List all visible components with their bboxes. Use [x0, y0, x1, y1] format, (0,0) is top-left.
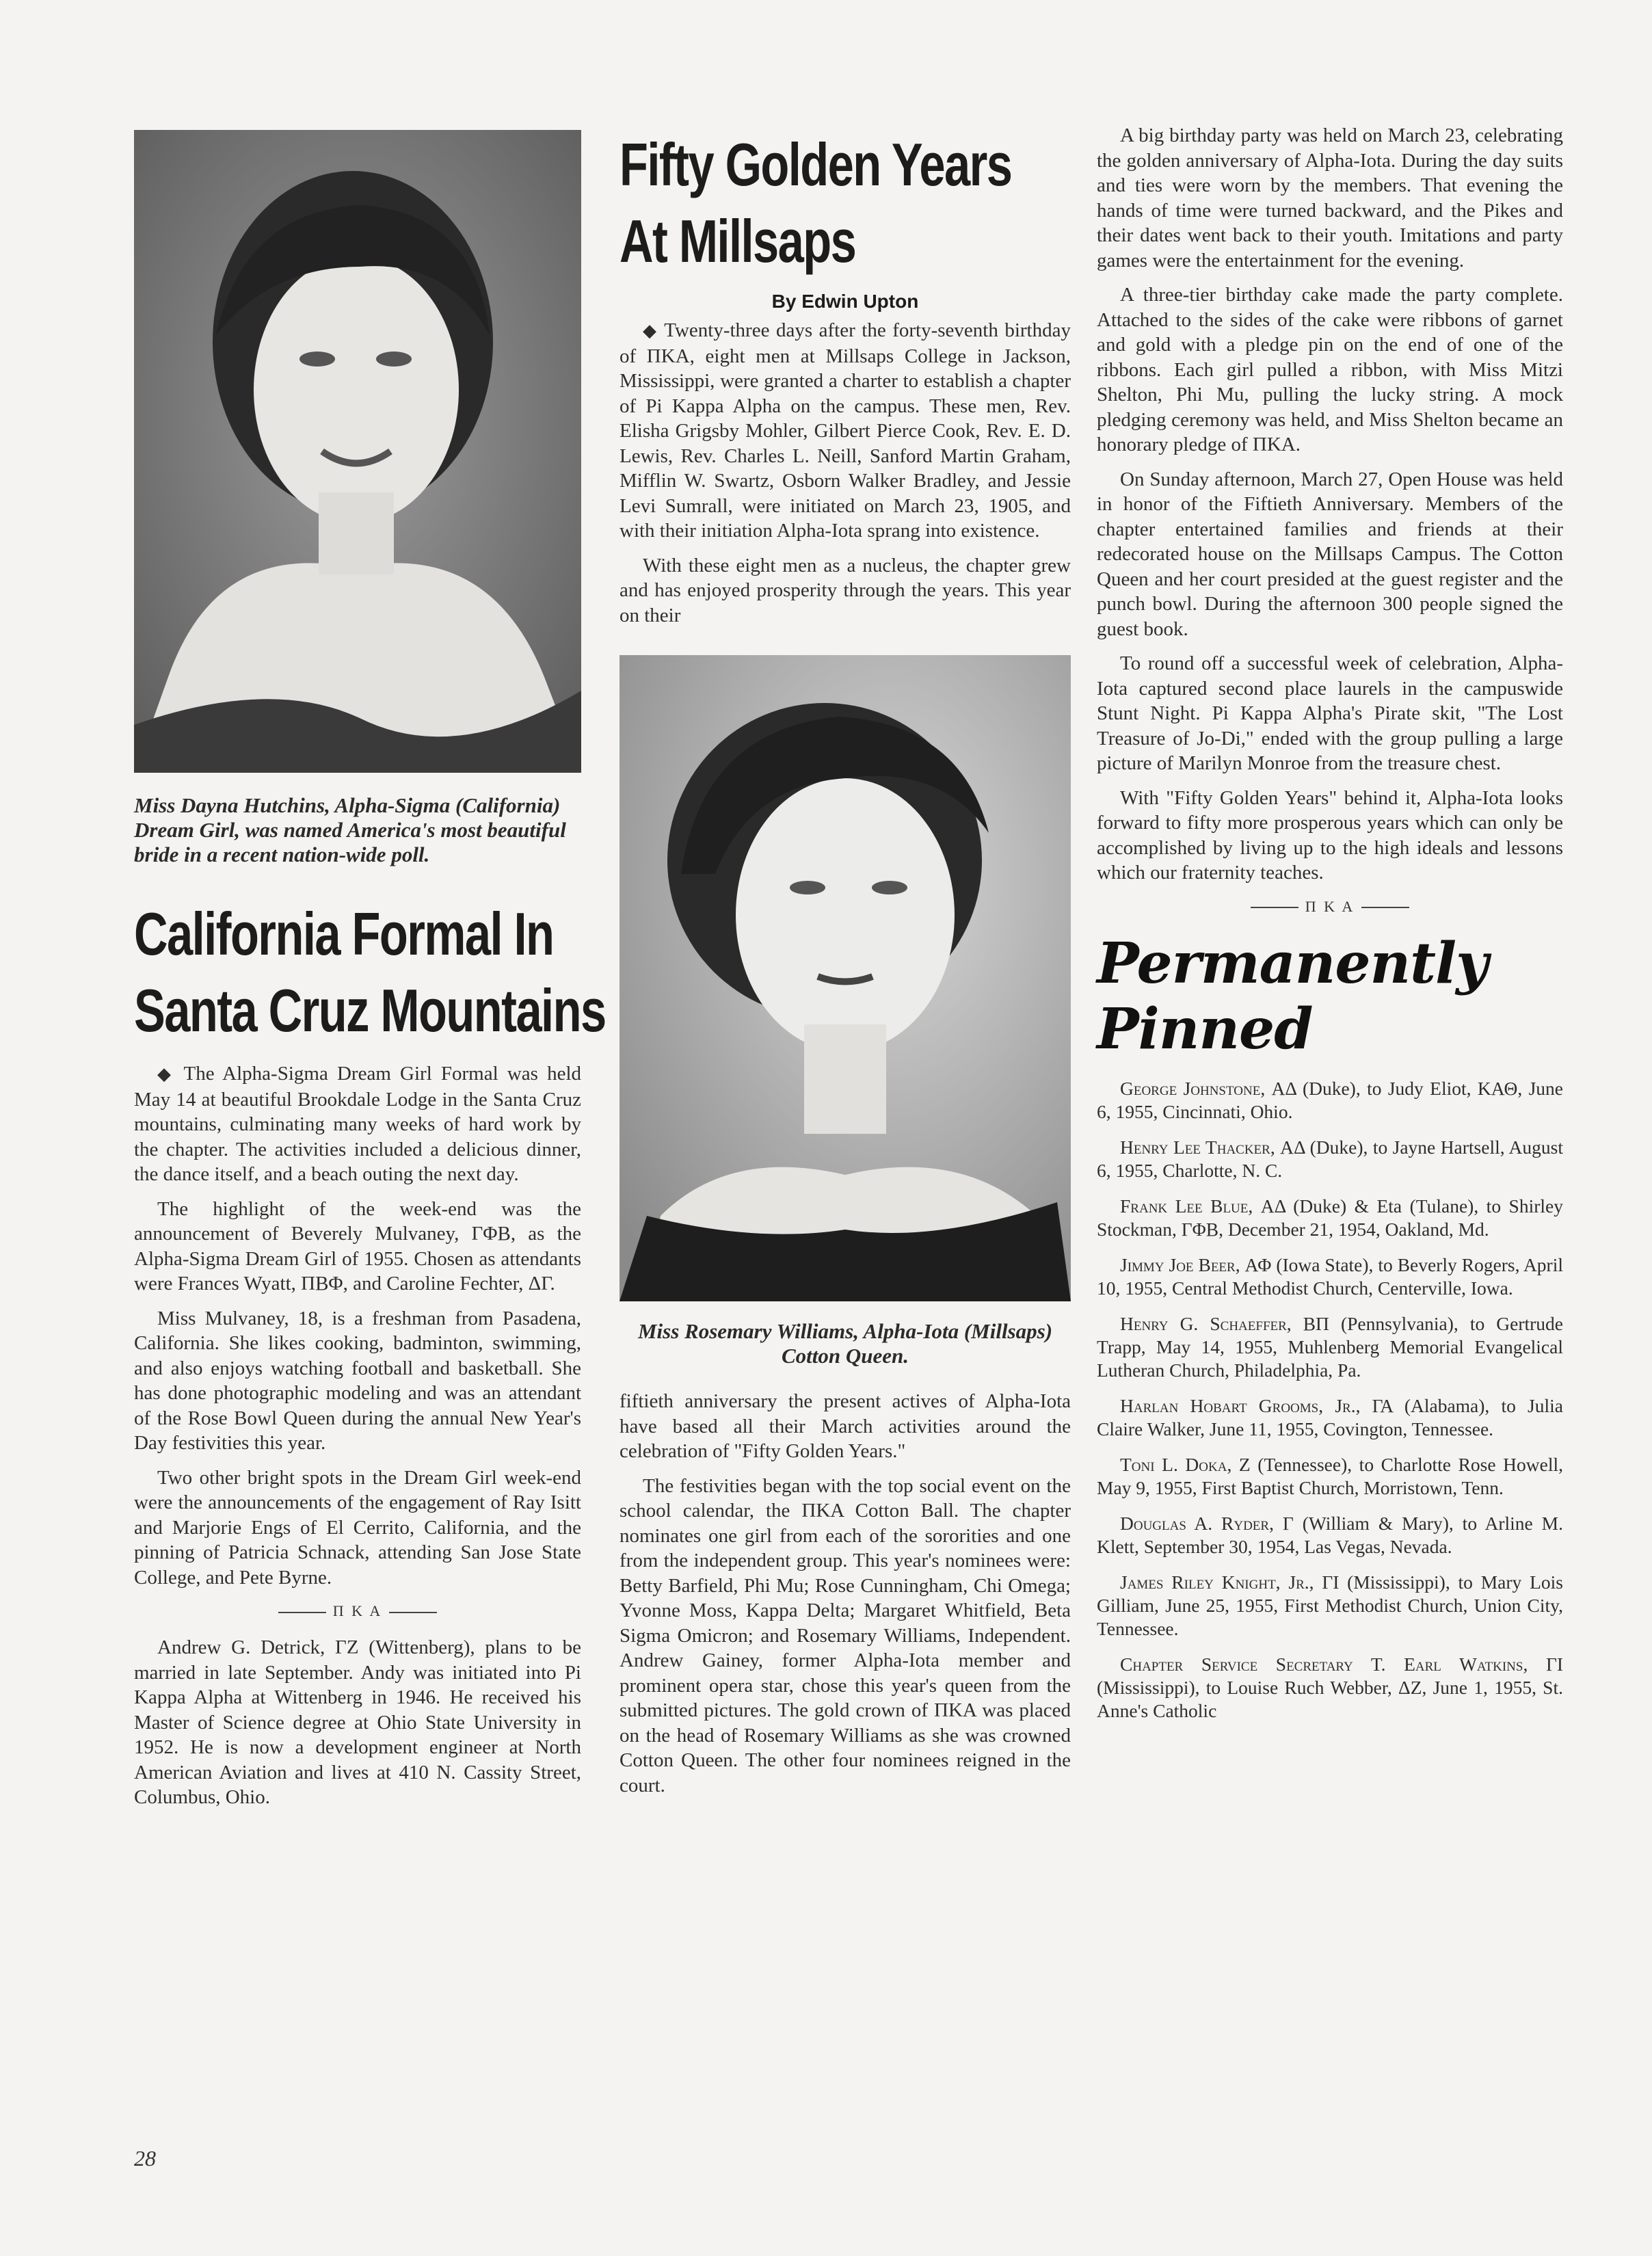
pinned-entry: James Riley Knight, Jr., ΓΙ (Mississippi), to Mary Lois Gilliam, June 25, 1955, First Methodist Church, Union City, Tennessee.: [1097, 1571, 1563, 1639]
california-paragraph-4: Two other bright spots in the Dream Girl week-end were the announcements of the engagement of Ray Isitt and Marjorie Engs of El Cerrito, California, and the pinning of Patricia Schnack, attending San Jose State College, and Pete Byrne.: [134, 1466, 581, 1589]
diamond-icon: ◆: [157, 1064, 175, 1084]
diamond-icon: ◆: [643, 321, 658, 341]
photo-dayna-hutchins: [134, 130, 581, 773]
millsaps-paragraph-2: With these eight men as a nucleus, the chapter grew and has enjoyed prosperity through the years. This year on their: [620, 554, 1071, 626]
photo1-caption: Miss Dayna Hutchins, Alpha-Sigma (California) Dream Girl, was named America's most beautiful bride in a recent nation-wide poll.: [134, 793, 566, 866]
california-article: [134, 896, 606, 1810]
pinned-entry: Chapter Service Secretary T. Earl Watkins, ΓΙ (Mississippi), to Louise Ruch Webber, ΔΖ, June 1, 1955, St. Anne's Catholic: [1097, 1653, 1563, 1721]
california-paragraph-2: The highlight of the week-end was the announcement of Beverely Mulvaney, ΓΦΒ, as the Alpha-Sigma Dream Girl of 1955. Chosen as attendants were Frances Wyatt, ΠΒΦ, and Caroline Fechter, ΔΓ.: [134, 1197, 581, 1295]
pinned-entry: Toni L. Doka, Ζ (Tennessee), to Charlotte Rose Howell, May 9, 1955, First Baptist Church, Morristown, Tenn.: [1097, 1453, 1564, 1498]
photo2-caption: Miss Rosemary Williams, Alpha-Iota (Millsaps) Cotton Queen.: [637, 1319, 1053, 1368]
millsaps-paragraph-3: fiftieth anniversary the present actives of Alpha-Iota have based all their March activities around the celebration of "Fifty Golden Years.": [620, 1390, 1071, 1462]
california-title-line2: Santa Cruz Mountains: [134, 977, 606, 1044]
detrick-paragraph: Andrew G. Detrick, ΓΖ (Wittenberg), plans to be married in late September. Andy was initiated into Pi Kappa Alpha at Wittenberg in 1946. He received his Master of Science degree at Ohio State University in 1952. He is now a development engineer at North American Aviation and lives at 410 N. Cassity Street, Columbus, Ohio.: [134, 1636, 581, 1808]
separator: Π Κ Α: [134, 1602, 581, 1620]
byline: By Edwin Upton: [771, 291, 919, 312]
millsaps-title-line2: At Millsaps: [620, 207, 856, 275]
millsaps-paragraph-1: ◆ Twenty-three days after the forty-seventh birthday of ΠΚΑ, eight men at Millsaps College in Jackson, Mississippi, were granted a charter to establish a chapter of Pi Kappa Alpha on the campus. These men, Rev. Elisha Grigsby Mohler, Gilbert Pierce Cook, Rev. E. D. Lewis, Rev. Charles L. Neill, Sanford Martin Graham, Mifflin W. Swartz, Osborn Walker Bradley, and Jessie Levi Sumrall, were initiated on March 23, 1905, and with their initiation Alpha-Iota sprang into existence.: [620, 319, 1071, 542]
pinned-entry: George Johnstone, ΑΔ (Duke), to Judy Eliot, ΚΑΘ, June 6, 1955, Cincinnati, Ohio.: [1097, 1077, 1564, 1122]
california-paragraph-3: Miss Mulvaney, 18, is a freshman from Pasadena, California. She likes cooking, badminton, swimming, and also enjoys watching football and basketball. She has done photographic modeling and was an attendant of the Rose Bowl Queen during the annual New Year's Day festivities this year.: [134, 1307, 581, 1454]
pinned-entry: Harlan Hobart Grooms, Jr., ΓΑ (Alabama), to Julia Claire Walker, June 11, 1955, Covington, Tennessee.: [1097, 1394, 1564, 1439]
millsaps-paragraph-5: A big birthday party was held on March 23, celebrating the golden anniversary of Alpha-Iota. During the day suits and ties were worn by the members. That evening the hands of time were turned backward, and the Pikes and their dates went back to their youth. Imitations and party games were the entertainment for the evening.: [1097, 124, 1563, 271]
photo-rosemary-williams: [620, 655, 1071, 1301]
separator: Π Κ Α: [1097, 898, 1563, 916]
millsaps-title-line1: Fifty Golden Years: [620, 131, 1012, 198]
millsaps-paragraph-7: On Sunday afternoon, March 27, Open House was held in honor of the Fiftieth Anniversary. Members of the chapter entertained families and friends at their redecorated house on the Millsaps Campus. The Cotton Queen and her court presided at the guest register and the punch bowl. During the afternoon 300 people signed the guest book.: [1097, 468, 1563, 640]
california-paragraph-1: ◆ The Alpha-Sigma Dream Girl Formal was held May 14 at beautiful Brookdale Lodge in the Santa Cruz mountains, culminating many weeks of hard work by the chapter. The activities included a delicious dinner, the dance itself, and a beach outing the next day.: [134, 1063, 582, 1185]
column-right: [1097, 123, 1563, 1735]
millsaps-paragraph-8: To round off a successful week of celebration, Alpha-Iota captured second place laurels in the campuswide Stunt Night. Pi Kappa Alpha's Pirate skit, "The Lost Treasure of Jo-Di," ended with the group pulling a large picture of Marilyn Monroe from the treasure chest.: [1097, 652, 1563, 774]
pinned-entry: Frank Lee Blue, ΑΔ (Duke) & Eta (Tulane), to Shirley Stockman, ΓΦΒ, December 21, 1954, Oakland, Md.: [1097, 1195, 1563, 1240]
column-middle: [620, 127, 1071, 1807]
pinned-entry: Henry Lee Thacker, ΑΔ (Duke), to Jayne Hartsell, August 6, 1955, Charlotte, N. C.: [1097, 1136, 1563, 1181]
millsaps-paragraph-6: A three-tier birthday cake made the party complete. Attached to the sides of the cake were ribbons of garnet and gold with a pledge pin on the end of one of the ribbons. Each girl pulled a ribbon, with Miss Mitzi Shelton, Phi Mu, pulling the lucky string. A mock pledging ceremony was held, and Miss Shelton became an honorary pledge of ΠΚΑ.: [1097, 284, 1563, 455]
pinned-entry: Jimmy Joe Beer, ΑΦ (Iowa State), to Beverly Rogers, April 10, 1955, Central Methodist Church, Centerville, Iowa.: [1097, 1253, 1563, 1299]
millsaps-paragraph-4: The festivities began with the top social event on the school calendar, the ΠΚΑ Cotton Ball. The chapter nominates one girl from each of the sororities and one from the independent group. This year's nominees were: Betty Barfield, Phi Mu; Rose Cunningham, Chi Omega; Yvonne Moss, Kappa Delta; Margaret Whitfield, Beta Sigma Omicron; and Rosemary Williams, Independent. Andrew Gainey, former Alpha-Iota member and prominent opera star, chose this year's queen from the submitted pictures. The gold crown of ΠΚΑ was placed on the head of Rosemary Williams as she was crowned Cotton Queen. The other four nominees reigned in the court.: [620, 1474, 1071, 1796]
millsaps-paragraph-9: With "Fifty Golden Years" behind it, Alpha-Iota looks forward to fifty more prosperous years which can only be accomplished by living up to the high ideals and lessons which our fraternity teaches.: [1097, 786, 1563, 884]
pinned-entry: Henry G. Schaeffer, ΒΠ (Pennsylvania), to Gertrude Trapp, May 14, 1955, Muhlenberg Memorial Evangelical Lutheran Church, Philadelphia, Pa.: [1097, 1312, 1564, 1381]
page-number: 28: [134, 2146, 156, 2171]
california-title-line1: California Formal In: [134, 900, 554, 968]
pinned-title: Permanently Pinned: [1097, 930, 1488, 1062]
column-left: [134, 130, 606, 1820]
pinned-entry: Douglas A. Ryder, Γ (William & Mary), to Arline M. Klett, September 30, 1954, Las Vegas, Nevada.: [1097, 1512, 1564, 1557]
